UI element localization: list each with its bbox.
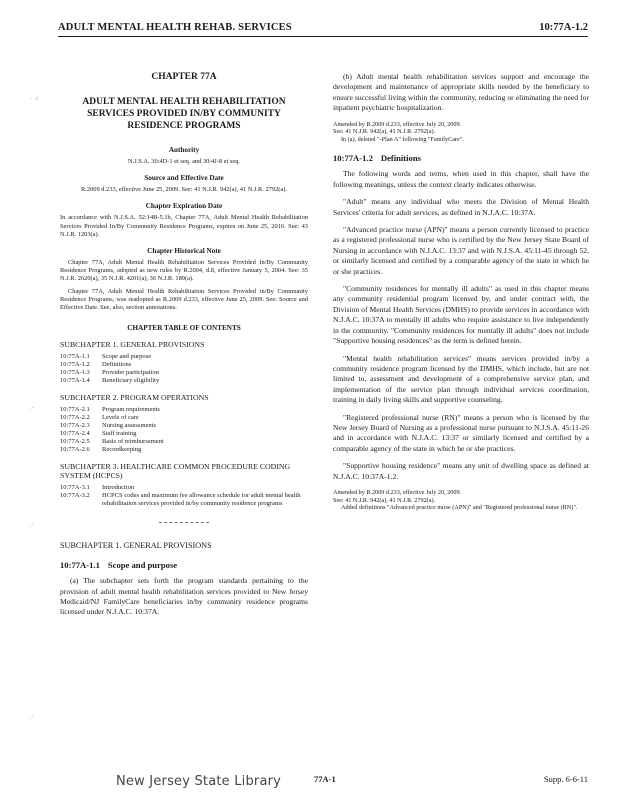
section-number: 10:77A-1.1 <box>60 560 100 571</box>
expiration-label: Chapter Expiration Date <box>145 202 223 211</box>
left-column <box>60 72 308 625</box>
history-label: Chapter Historical Note <box>147 247 221 256</box>
running-header <box>58 22 588 37</box>
toc-item-number: 10:77A-2.2 <box>60 414 90 422</box>
toc-item-number: 10:77A-1.2 <box>60 361 90 369</box>
toc-item-number: 10:77A-1.1 <box>60 353 90 361</box>
toc-item-label: Introduction <box>102 484 135 492</box>
toc-title: CHAPTER TABLE OF CONTENTS <box>127 324 241 333</box>
toc-item-number: 10:77A-2.5 <box>60 438 90 446</box>
expiration-text: In accordance with N.J.S.A. 52:14B-5.1b, Chapter 77A, Adult Mental Health Rehabilitation Services Provided In/By Community Residence Programs, expires on June 25, 2016. See: 43 N.J.R. 1203(a). <box>60 214 308 238</box>
toc-item[interactable] <box>60 484 308 492</box>
toc-item-label: Staff training <box>102 430 137 438</box>
toc-item-label: Program requirements <box>102 406 160 414</box>
history-paragraph: Chapter 77A, Adult Mental Health Rehabilitation Services Provided In/By Community Residence Programs, adopted as new rules by R.2004, d.8, effective January 5, 2004. See: 35 N.J.R. 2620(a), 35 N.J.R. 4201(a), 36 N.J.R. 189(a). <box>60 259 308 283</box>
history-paragraph: Chapter 77A, Adult Mental Health Rehabilitation Services Provided in/By Community Residence Programs, was readopted as R.2009 d.233, effective June 25, 2009. See: Source and Effective Date. See, also, section annotations. <box>60 287 308 312</box>
toc-item[interactable] <box>60 446 308 454</box>
toc-item[interactable] <box>60 353 308 361</box>
amendment-line: Added definitions "Advanced practice nurse (APN)" and "Registered professional nurse (RN)". <box>341 504 578 512</box>
toc-item[interactable] <box>60 430 308 438</box>
page-number: 77A-1 <box>314 774 336 784</box>
toc-item[interactable] <box>60 492 308 508</box>
section-divider <box>159 522 209 523</box>
margin-mark-icon: · ·/ <box>30 95 39 103</box>
amendment-line: Amended by R.2009 d.233, effective July 20, 2009. <box>333 488 462 496</box>
definition-paragraph: "Mental health rehabilitation services" means services provided in/by a community residence program licensed by the DMHS, which include, but are not limited to, assessment and development of a comprehensive service plan, and implementation of the service plan through individual services coordination, training in daily living skills and supportive counseling. <box>333 353 589 405</box>
toc-subchapter-heading: SUBCHAPTER 1. GENERAL PROVISIONS <box>60 340 205 350</box>
margin-mark-icon: .· <box>30 521 35 529</box>
toc-item-label: Levels of care <box>102 414 139 422</box>
toc-item[interactable] <box>60 361 308 369</box>
amendment-line: See: 41 N.J.R. 942(a), 41 N.J.R. 2792(a). <box>333 496 436 504</box>
source-label: Source and Effective Date <box>144 174 224 183</box>
toc-item-number: 10:77A-3.2 <box>60 492 90 500</box>
amendment-line: Amended by R.2009 d.233, effective July 20, 2009. <box>333 120 462 128</box>
definition-paragraph: "Community residences for mentally ill adults" as used in this chapter means any community residential program licensed by, and under contract with, the Division of Mental Health Services (DMHS) to provide services in accordance with N.J.A.C. 10:37A to mentally ill adults who require assistance to live independently in the community. "Community residences for mentally ill adults" does not include "Supportive housing residences" as the term is defined herein. <box>333 284 589 346</box>
toc-item-number: 10:77A-1.4 <box>60 377 90 385</box>
running-header-title: ADULT MENTAL HEALTH REHAB. SERVICES <box>58 22 292 33</box>
toc-item[interactable] <box>60 369 308 377</box>
toc-list <box>60 484 308 508</box>
section-title: Scope and purpose <box>107 560 178 571</box>
toc-item-label: Nursing assessments <box>102 422 156 430</box>
toc-item[interactable] <box>60 406 308 414</box>
toc-item-number: 10:77A-3.1 <box>60 484 90 492</box>
toc-item-label: HCPCS codes and maximum fee allowance schedule for adult mental health rehabilitation services provided in/by community residence programs <box>102 492 301 508</box>
toc-item-label: Basis of reimbursement <box>102 438 164 446</box>
section-number: 10:77A-1.2 <box>333 153 373 164</box>
toc-list <box>60 353 308 385</box>
margin-mark-icon: .· <box>30 404 35 412</box>
amendment-line: In (a), deleted "-Plan A" following "FamilyCare". <box>341 135 464 143</box>
toc-item-label: Recordkeeping <box>102 446 142 454</box>
amendment-note <box>333 121 589 144</box>
toc-item-label: Provider participation <box>102 369 159 377</box>
amendment-note <box>333 489 589 512</box>
amendment-line: See: 41 N.J.R. 942(a), 41 N.J.R. 2792(a). <box>333 128 436 136</box>
running-header-section: 10:77A-1.2 <box>539 22 588 33</box>
section-heading <box>60 560 308 570</box>
right-column <box>333 72 589 522</box>
chapter-subtitle: ADULT MENTAL HEALTH REHABILITATION SERVICES PROVIDED IN/BY COMMUNITY RESIDENCE PROGRAMS <box>82 97 286 131</box>
authority-text: N.J.S.A. 30:4D-1 et seq. and 30:4J-8 et seq. <box>127 158 240 165</box>
subchapter-heading: SUBCHAPTER 1. GENERAL PROVISIONS <box>60 541 212 551</box>
toc-list <box>60 406 308 454</box>
toc-item-number: 10:77A-2.4 <box>60 430 90 438</box>
definition-paragraph: "Adult" means any individual who meets the Division of Mental Health Services' criteria for adult services, as defined in N.J.A.C. 10:37A. <box>333 197 589 217</box>
chapter-title: CHAPTER 77A <box>151 72 217 82</box>
toc-subchapter-heading: SUBCHAPTER 2. PROGRAM OPERATIONS <box>60 393 209 403</box>
toc-item[interactable] <box>60 422 308 430</box>
toc-item-label: Beneficiary eligibility <box>102 377 160 385</box>
toc-item[interactable] <box>60 438 308 446</box>
section-paragraph: The following words and terms, when used in this chapter, shall have the following meanings, unless the context clearly indicates otherwise. <box>333 169 589 189</box>
toc-item-number: 10:77A-2.1 <box>60 406 90 414</box>
section-heading <box>333 153 589 163</box>
section-paragraph: (b) Adult mental health rehabilitation services support and encourage the development and maintenance of appropriate skills needed by the beneficiary to ensure successful living within the community, reducing or eliminating the need for inpatient psychiatric hospitalization. <box>333 72 589 113</box>
toc-item-number: 10:77A-2.6 <box>60 446 90 454</box>
toc-item-label: Scope and purpose <box>102 353 152 361</box>
margin-mark-icon: .· <box>30 713 35 721</box>
toc-item[interactable] <box>60 377 308 385</box>
source-text: R.2009 d.233, effective June 25, 2009. See: 41 N.J.R. 942(a), 41 N.J.R. 2792(a). <box>81 186 287 194</box>
library-watermark: New Jersey State Library <box>116 773 282 790</box>
toc-item-number: 10:77A-2.3 <box>60 422 90 430</box>
toc-item-number: 10:77A-1.3 <box>60 369 90 377</box>
section-title: Definitions <box>380 153 421 164</box>
authority-label: Authority <box>168 146 200 154</box>
definition-paragraph: "Supportive housing residence" means any unit of dwelling space as defined at N.J.A.C. 10:37A-1.2. <box>333 461 589 481</box>
toc-item-label: Definitions <box>102 361 132 369</box>
definition-paragraph: "Registered professional nurse (RN)" means a person who is licensed by the New Jersey Board of Nursing as a professional nurse pursuant to N.J.S.A. 45:11-26 and in accordance with N.J.A.C. 13:37 or similarly licensed and certified by a comparable agency of the state in which he or she practices. <box>333 412 589 453</box>
section-paragraph: (a) The subchapter sets forth the program standards pertaining to the provision of adult mental health rehabilitation services provided to New Jersey Medicaid/NJ FamilyCare beneficiaries in/by community residence programs licensed under N.J.A.C. 10:37A. <box>60 576 308 617</box>
toc-subchapter-heading: SUBCHAPTER 3. HEALTHCARE COMMON PROCEDURE CODING SYSTEM (HCPCS) <box>60 462 291 481</box>
supplement-date: Supp. 6-6-11 <box>543 774 588 784</box>
definition-paragraph: "Advanced practice nurse (APN)" means a person currently licensed to practice as a registered professional nurse who is certified by the New Jersey State Board of Nursing in accordance with N.J.A.C. 13:37 and with N.J.S.A. 45:11-45 through 52, or similarly licensed and certified by a comparable agency of the state in which he or she practices. <box>333 225 589 276</box>
toc-item[interactable] <box>60 414 308 422</box>
